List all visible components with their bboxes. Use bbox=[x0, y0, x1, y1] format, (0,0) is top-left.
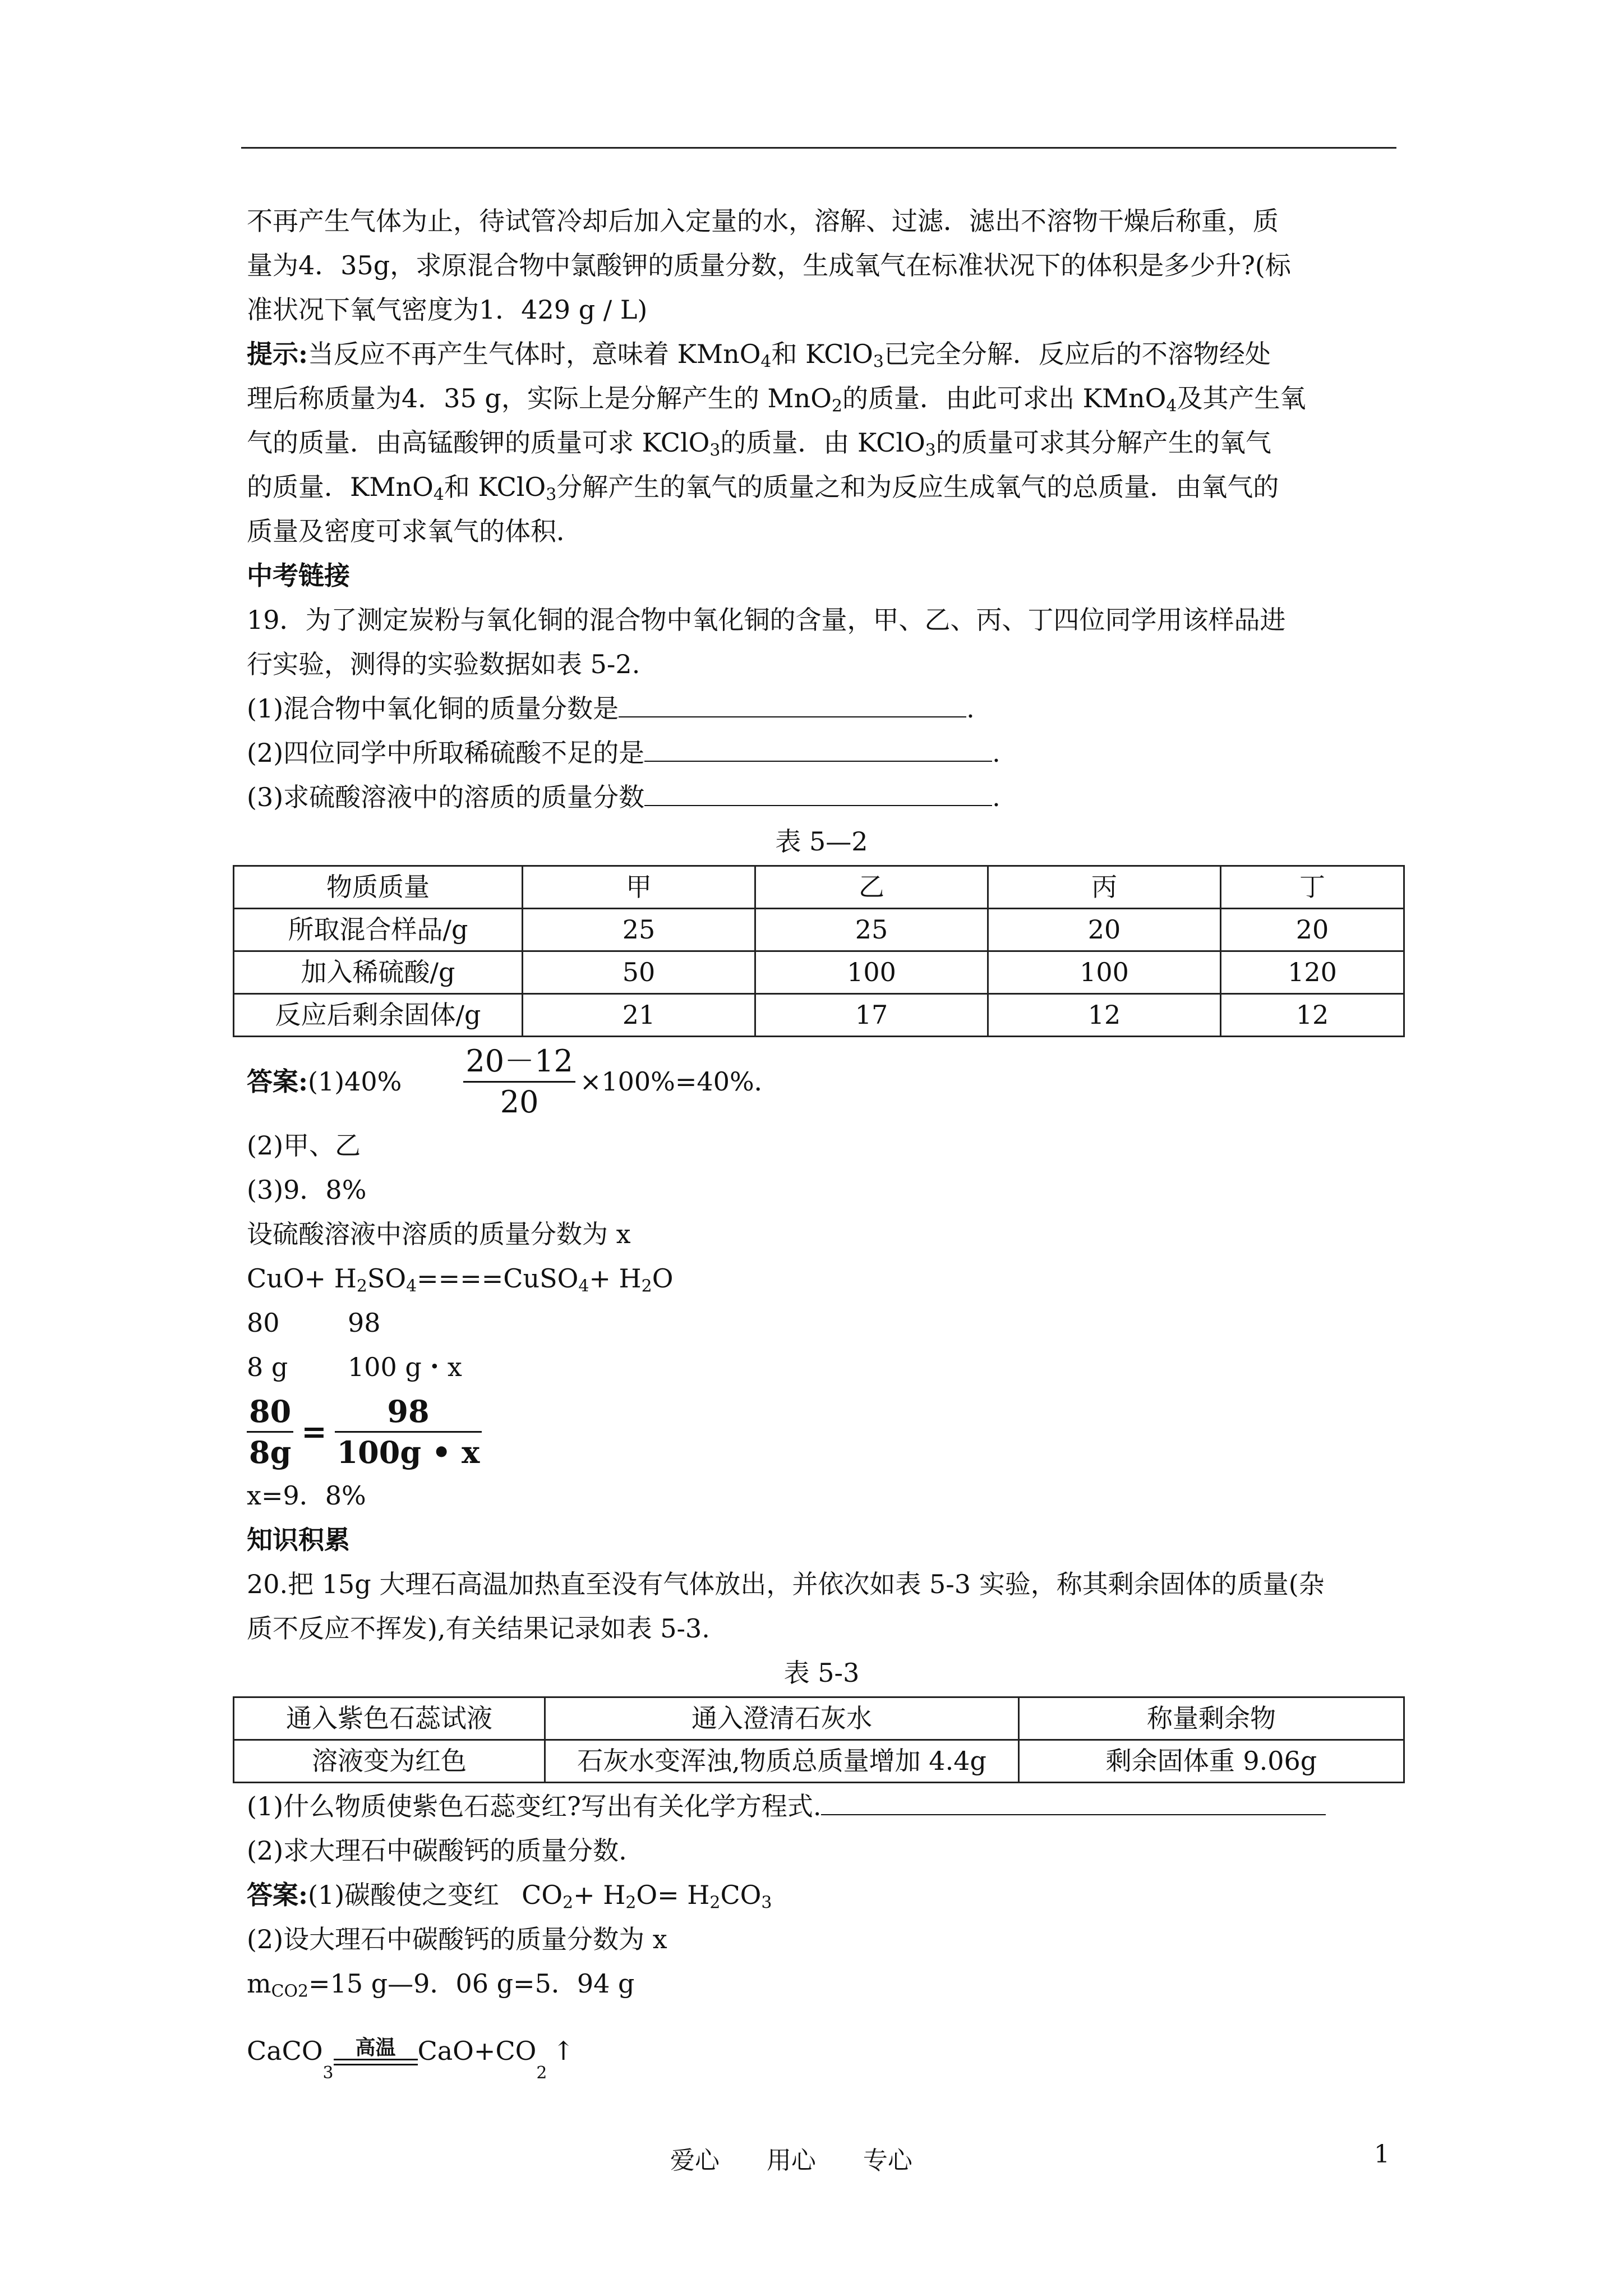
hint-line: 理后称质量为4．35 g，实际上是分解产生的 MnO$_2$的质量．由此可求出 KMnO$_4$及其产生氧 bbox=[247, 383, 1306, 416]
footer-text: 爱心 用心 专心 bbox=[670, 2146, 912, 2175]
answer-label: 答案: bbox=[247, 1880, 308, 1910]
hint-line: 提示:当反应不再产生气体时，意味着 KMnO$_4$和 KClO$_3$已完全分解．反应后的不溶物经处 bbox=[247, 339, 1271, 372]
answer-line: 答案: (1)40% $\frac{20-12}{20}$ ×100%=40%． bbox=[247, 1039, 1396, 1124]
gas-arrow-icon: ↑ bbox=[552, 2036, 574, 2066]
text-line: 8 g 100 g・x bbox=[247, 1352, 462, 1382]
table-caption: 表 5-3 bbox=[783, 1658, 860, 1688]
answer-blank bbox=[644, 736, 992, 762]
text-line: 准状况下氧气密度为1．429 g / L) bbox=[247, 295, 648, 325]
hint-line: 质量及密度可求氧气的体积． bbox=[247, 516, 582, 546]
text-line: (2)设大理石中碳酸钙的质量分数为 x bbox=[247, 1924, 667, 1954]
text-line: (3)9．8% bbox=[247, 1175, 367, 1205]
text-line: 80 98 bbox=[247, 1308, 381, 1338]
proportion-equation: $\frac{80}{8g}$ = $\frac{98}{100g • x}$ bbox=[247, 1389, 1396, 1474]
fraction: $\frac{20-12}{20}$ bbox=[463, 1042, 575, 1122]
text-line: 设硫酸溶液中溶质的质量分数为 x bbox=[247, 1219, 631, 1249]
answer-blank bbox=[821, 1789, 1326, 1815]
table-caption: 表 5—2 bbox=[775, 826, 868, 857]
hint-line: 气的质量．由高锰酸钾的质量可求 KClO$_3$的质量．由 KClO$_3$的质量可求其分解产生的氧气 bbox=[247, 427, 1271, 461]
answer-line: 答案:(1)碳酸使之变红 $CO_2+ H_2O= H_2CO_3$ bbox=[247, 1880, 772, 1913]
table-row: 溶液变为红色 石灰水变浑浊,物质总质量增加 4.4g 剩余固体重 9.06g bbox=[234, 1740, 1404, 1783]
question-part: (2)四位同学中所取稀硫酸不足的是 . bbox=[247, 731, 1396, 775]
answer-blank bbox=[619, 692, 966, 717]
text-line: 行实验，测得的实验数据如表 5-2. bbox=[247, 649, 640, 679]
answer-blank bbox=[644, 780, 992, 806]
section-heading: 中考链接 bbox=[247, 560, 350, 591]
table-row: 反应后剩余固体/g 21 17 12 12 bbox=[234, 994, 1404, 1037]
header-rule bbox=[241, 147, 1396, 149]
chemical-equation: CaCO 3 高温 CaO+CO 2 ↑ bbox=[247, 2006, 1396, 2073]
text-line: 量为4．35g，求原混合物中氯酸钾的质量分数，生成氧气在标准状况下的体积是多少升?(标 bbox=[247, 250, 1291, 280]
text-line: x=9．8% bbox=[247, 1480, 366, 1511]
text-line: (2)甲、乙 bbox=[247, 1130, 361, 1161]
question-part: (1)混合物中氧化铜的质量分数是 . bbox=[247, 687, 1396, 731]
hint-label: 提示: bbox=[247, 339, 308, 369]
text-line: $m_{CO2}=15$ g—9．06 g=5．94 g bbox=[247, 1968, 635, 2001]
data-table-5-3 bbox=[233, 1696, 1405, 1783]
reaction-condition: 高温 bbox=[334, 2036, 418, 2073]
question-20: 20.把 15g 大理石高温加热直至没有气体放出，并依次如表 5-3 实验，称其剩余固体的质量(杂 bbox=[247, 1569, 1325, 1599]
page-footer bbox=[0, 2140, 1623, 2174]
page-number: 1 bbox=[1374, 2140, 1390, 2169]
section-heading: 知识积累 bbox=[247, 1525, 350, 1555]
question-19: 19．为了测定炭粉与氧化铜的混合物中氧化铜的含量，甲、乙、丙、丁四位同学用该样品进 bbox=[247, 605, 1286, 635]
data-table-5-2 bbox=[233, 865, 1405, 1037]
table-row: 加入稀硫酸/g 50 100 100 120 bbox=[234, 951, 1404, 994]
question-part: (3)求硫酸溶液中的溶质的质量分数 . bbox=[247, 775, 1396, 820]
text-line: 不再产生气体为止，待试管冷却后加入定量的水，溶解、过滤．滤出不溶物干燥后称重，质 bbox=[247, 206, 1279, 236]
text-line: 质不反应不挥发),有关结果记录如表 5-3. bbox=[247, 1613, 710, 1644]
question-part: (1)什么物质使紫色石蕊变红?写出有关化学方程式. bbox=[247, 1784, 1396, 1829]
table-row: 物质质量 甲 乙 丙 丁 bbox=[234, 866, 1404, 909]
page-content bbox=[247, 199, 1396, 2083]
hint-line: 的质量．KMnO$_4$和 KClO$_3$分解产生的氧气的质量之和为反应生成氧气的总质量．由氧气的 bbox=[247, 472, 1279, 505]
question-part: (2)求大理石中碳酸钙的质量分数. bbox=[247, 1835, 627, 1866]
chemical-equation: $CuO+ H_2SO_4====CuSO_4+ H_2O$ bbox=[247, 1263, 674, 1296]
table-row: 所取混合样品/g 25 25 20 20 bbox=[234, 909, 1404, 951]
table-row: 通入紫色石蕊试液 通入澄清石灰水 称量剩余物 bbox=[234, 1697, 1404, 1740]
answer-label: 答案: bbox=[247, 1066, 308, 1097]
